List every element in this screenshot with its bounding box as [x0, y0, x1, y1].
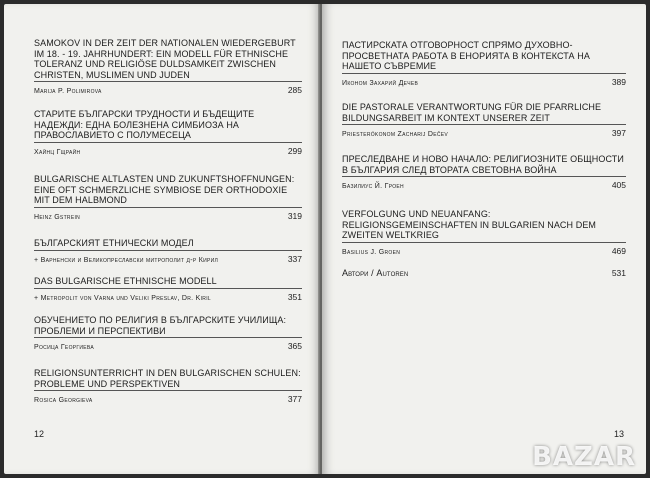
entry-rule [34, 142, 302, 143]
right-page [322, 4, 646, 474]
toc-entry [34, 238, 302, 264]
entry-title: СТАРИТЕ БЪЛГАРСКИ ТРУДНОСТИ И БЪДЕЩИТЕ НАДЕЖДИ: ЕДНА БОЛЕЗНЕНА СИМБИОЗА НА ПРАВОСЛАВИЕТО С ПОЛУМЕСЕЦА [34, 109, 255, 140]
entry-author: + Варненски и Великопреславски митрополит д-р Кирил [34, 256, 219, 264]
entry-page-number: 299 [287, 145, 302, 156]
entry-page-number: 469 [611, 245, 626, 256]
entry-page-number: 397 [611, 128, 626, 138]
entry-title: RELIGIONSUNTERRICHT IN DEN BULGARISCHEN SCHULEN: PROBLEME UND PERSPEKTIVEN [34, 368, 301, 389]
toc-entry [34, 174, 302, 221]
watermark-logo: BAZAR [532, 442, 636, 472]
entry-page-number: 337 [287, 253, 302, 264]
entry-author: Rosica Georgieva [34, 397, 93, 404]
toc-entry [342, 40, 626, 87]
entry-rule [342, 242, 626, 243]
entry-author: Priesterökonom Zacharij Dečev [342, 131, 449, 138]
entry-author: Росица Георгиева [34, 344, 95, 351]
entry-title: DAS BULGARISCHE ETHNISCHE MODELL [34, 276, 217, 286]
entry-title: DIE PASTORALE VERANTWORTUNG FÜR DIE PFARRLICHE BILDUNGSARBEIT IM KONTEXT UNSERER ZEIT [342, 102, 602, 123]
entry-title: VERFOLGUNG UND NEUANFANG: RELIGIONSGEMEINSCHAFTEN IN BULGARIEN NACH DEM ZWEITEN WELTKRIEG [342, 209, 597, 240]
entry-rule [34, 288, 302, 289]
toc-entry [34, 315, 302, 351]
entry-page-number: 531 [611, 268, 626, 278]
toc-entry [342, 102, 626, 138]
toc-entry [342, 209, 626, 256]
entry-title: ПАСТИРСКАТА ОТГОВОРНОСТ СПРЯМО ДУХОВНО-ПРОСВЕТНАТА РАБОТА В ЕНОРИЯТА В КОНТЕКСТА НА НАШЕТО СЪВРЕМИЕ [342, 40, 590, 71]
entry-title: Автори / Autoren [342, 268, 409, 278]
entry-rule [34, 250, 302, 251]
entry-page-number: 285 [287, 85, 302, 95]
entry-rule [342, 124, 626, 125]
entry-page-number: 389 [611, 76, 626, 87]
entry-page-number: 365 [287, 341, 302, 351]
entry-rule [342, 73, 626, 74]
page-number-left: 12 [34, 429, 45, 439]
entry-page-number: 405 [611, 180, 626, 190]
entry-page-number: 377 [287, 394, 302, 404]
toc-entry [34, 38, 302, 95]
entry-rule [34, 207, 302, 208]
entry-page-number: 319 [287, 210, 302, 221]
entry-rule [34, 337, 302, 338]
toc-entry [34, 368, 302, 404]
entry-author: + Metropolit von Varna und Veliki Preslav, Dr. Kiril [34, 294, 211, 302]
entry-author: Heinz Gstrein [34, 213, 81, 221]
page-number-right: 13 [613, 429, 624, 439]
toc-entry [34, 109, 302, 156]
entry-title: ОБУЧЕНИЕТО ПО РЕЛИГИЯ В БЪЛГАРСКИТЕ УЧИЛИЩА: ПРОБЛЕМИ И ПЕРСПЕКТИВИ [34, 315, 287, 336]
entry-author: Иконом Захарий Дечев [342, 79, 419, 87]
entry-page-number: 351 [287, 291, 302, 302]
entry-rule [34, 81, 302, 82]
entry-author: Basilius J. Groen [342, 248, 401, 256]
entry-author: Marija P. Polimirova [34, 88, 102, 95]
entry-title: BULGARISCHE ALTLASTEN UND ZUKUNFTSHOFFNUNGEN: EINE OFT SCHMERZLICHE SYMBIOSE DER ORTHODOXIE MIT DEM HALBMOND [34, 174, 295, 205]
entry-rule [34, 390, 302, 391]
entry-title: БЪЛГАРСКИЯТ ЕТНИЧЕСКИ МОДЕЛ [34, 238, 194, 248]
toc-entry [342, 268, 626, 279]
entry-title: ПРЕСЛЕДВАНЕ И НОВО НАЧАЛО: РЕЛИГИОЗНИТЕ ОБЩНОСТИ В БЪЛГАРИЯ СЛЕД ВТОРАТА СВЕТОВНА ВОЙНА [342, 154, 624, 175]
entry-title: SAMOKOV IN DER ZEIT DER NATIONALEN WIEDERGEBURT IM 18. - 19. JAHRHUNDERT: EIN MODELL FÜR ETHNISCHE TOLERANZ UND RELIGIÖSE DULDSAMKEIT ZWISCHEN CHRISTEN, MUSLIMEN UND JUDEN [34, 38, 296, 80]
left-page [4, 4, 320, 474]
toc-entry [342, 154, 626, 190]
toc-entry [34, 276, 302, 302]
entry-author: Базилиус Й. Гроен [342, 183, 404, 190]
entry-rule [342, 176, 626, 177]
entry-author: Хайнц Гщрайн [34, 148, 81, 156]
